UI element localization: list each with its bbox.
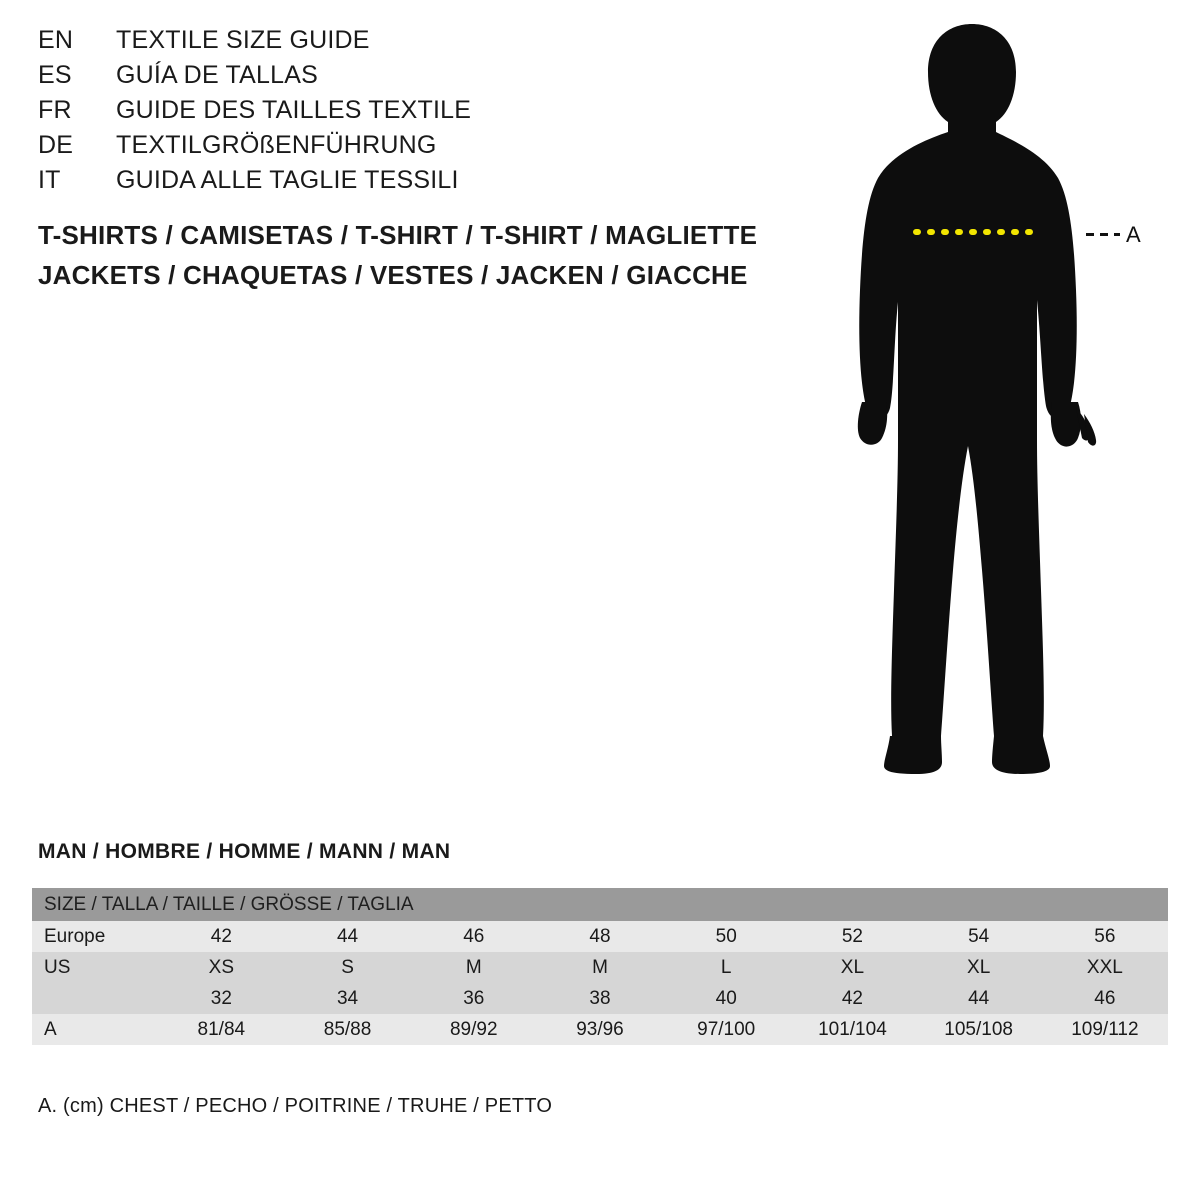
size-table-wrap (32, 888, 1168, 1045)
cell: 56 (1042, 921, 1168, 952)
language-code-it: IT (38, 166, 61, 194)
table-row (32, 921, 1168, 952)
cell: 81/84 (158, 1014, 284, 1045)
cell: 85/88 (284, 1014, 410, 1045)
measure-leader-line (1086, 233, 1120, 236)
footnote-chest: A. (cm) CHEST / PECHO / POITRINE / TRUHE / PETTO (38, 1095, 553, 1117)
cell: M (537, 952, 663, 983)
language-list (38, 26, 758, 201)
cell: 109/112 (1042, 1014, 1168, 1045)
language-text-es: GUÍA DE TALLAS (116, 61, 318, 89)
language-text-de: TEXTILGRÖßENFÜHRUNG (116, 131, 437, 159)
cell: 89/92 (411, 1014, 537, 1045)
section-title-man: MAN / HOMBRE / HOMME / MANN / MAN (38, 840, 451, 863)
table-header-row (32, 888, 1168, 921)
language-row-en (38, 26, 758, 61)
language-row-fr (38, 96, 758, 131)
cell: 32 (158, 983, 284, 1014)
table-row (32, 952, 1168, 983)
table-header-label: SIZE / TALLA / TAILLE / GRÖSSE / TAGLIA (32, 888, 1168, 921)
language-row-es (38, 61, 758, 96)
table-row (32, 1014, 1168, 1045)
cell: 42 (158, 921, 284, 952)
category-jackets: JACKETS / CHAQUETAS / VESTES / JACKEN / GIACCHE (38, 260, 748, 290)
cell: 38 (537, 983, 663, 1014)
cell: 46 (411, 921, 537, 952)
cell: 105/108 (916, 1014, 1042, 1045)
cell: 48 (537, 921, 663, 952)
cell: XS (158, 952, 284, 983)
cell: 34 (284, 983, 410, 1014)
language-row-it (38, 166, 758, 201)
category-tshirts: T-SHIRTS / CAMISETAS / T-SHIRT / T-SHIRT / MAGLIETTE (38, 220, 758, 250)
language-code-en: EN (38, 26, 74, 54)
language-text-it: GUIDA ALLE TAGLIE TESSILI (116, 166, 459, 194)
row-label-a: A (32, 1014, 158, 1045)
cell: 52 (789, 921, 915, 952)
cell: 101/104 (789, 1014, 915, 1045)
cell: XL (916, 952, 1042, 983)
category-list (38, 215, 798, 295)
cell: L (663, 952, 789, 983)
table-row (32, 983, 1168, 1014)
cell: 44 (916, 983, 1042, 1014)
male-body-silhouette (820, 10, 1200, 800)
language-code-de: DE (38, 131, 74, 159)
language-code-fr: FR (38, 96, 72, 124)
cell: 44 (284, 921, 410, 952)
measure-label-a: A (1126, 222, 1141, 247)
row-label-blank (32, 983, 158, 1014)
cell: 54 (916, 921, 1042, 952)
cell: 50 (663, 921, 789, 952)
language-row-de (38, 131, 758, 166)
size-table (32, 888, 1168, 1045)
cell: XXL (1042, 952, 1168, 983)
cell: 36 (411, 983, 537, 1014)
cell: 46 (1042, 983, 1168, 1014)
cell: 97/100 (663, 1014, 789, 1045)
language-text-en: TEXTILE SIZE GUIDE (116, 26, 370, 54)
cell: S (284, 952, 410, 983)
language-code-es: ES (38, 61, 72, 89)
row-label-europe: Europe (32, 921, 158, 952)
cell: 42 (789, 983, 915, 1014)
language-text-fr: GUIDE DES TAILLES TEXTILE (116, 96, 472, 124)
row-label-us: US (32, 952, 158, 983)
cell: XL (789, 952, 915, 983)
cell: 93/96 (537, 1014, 663, 1045)
cell: M (411, 952, 537, 983)
cell: 40 (663, 983, 789, 1014)
